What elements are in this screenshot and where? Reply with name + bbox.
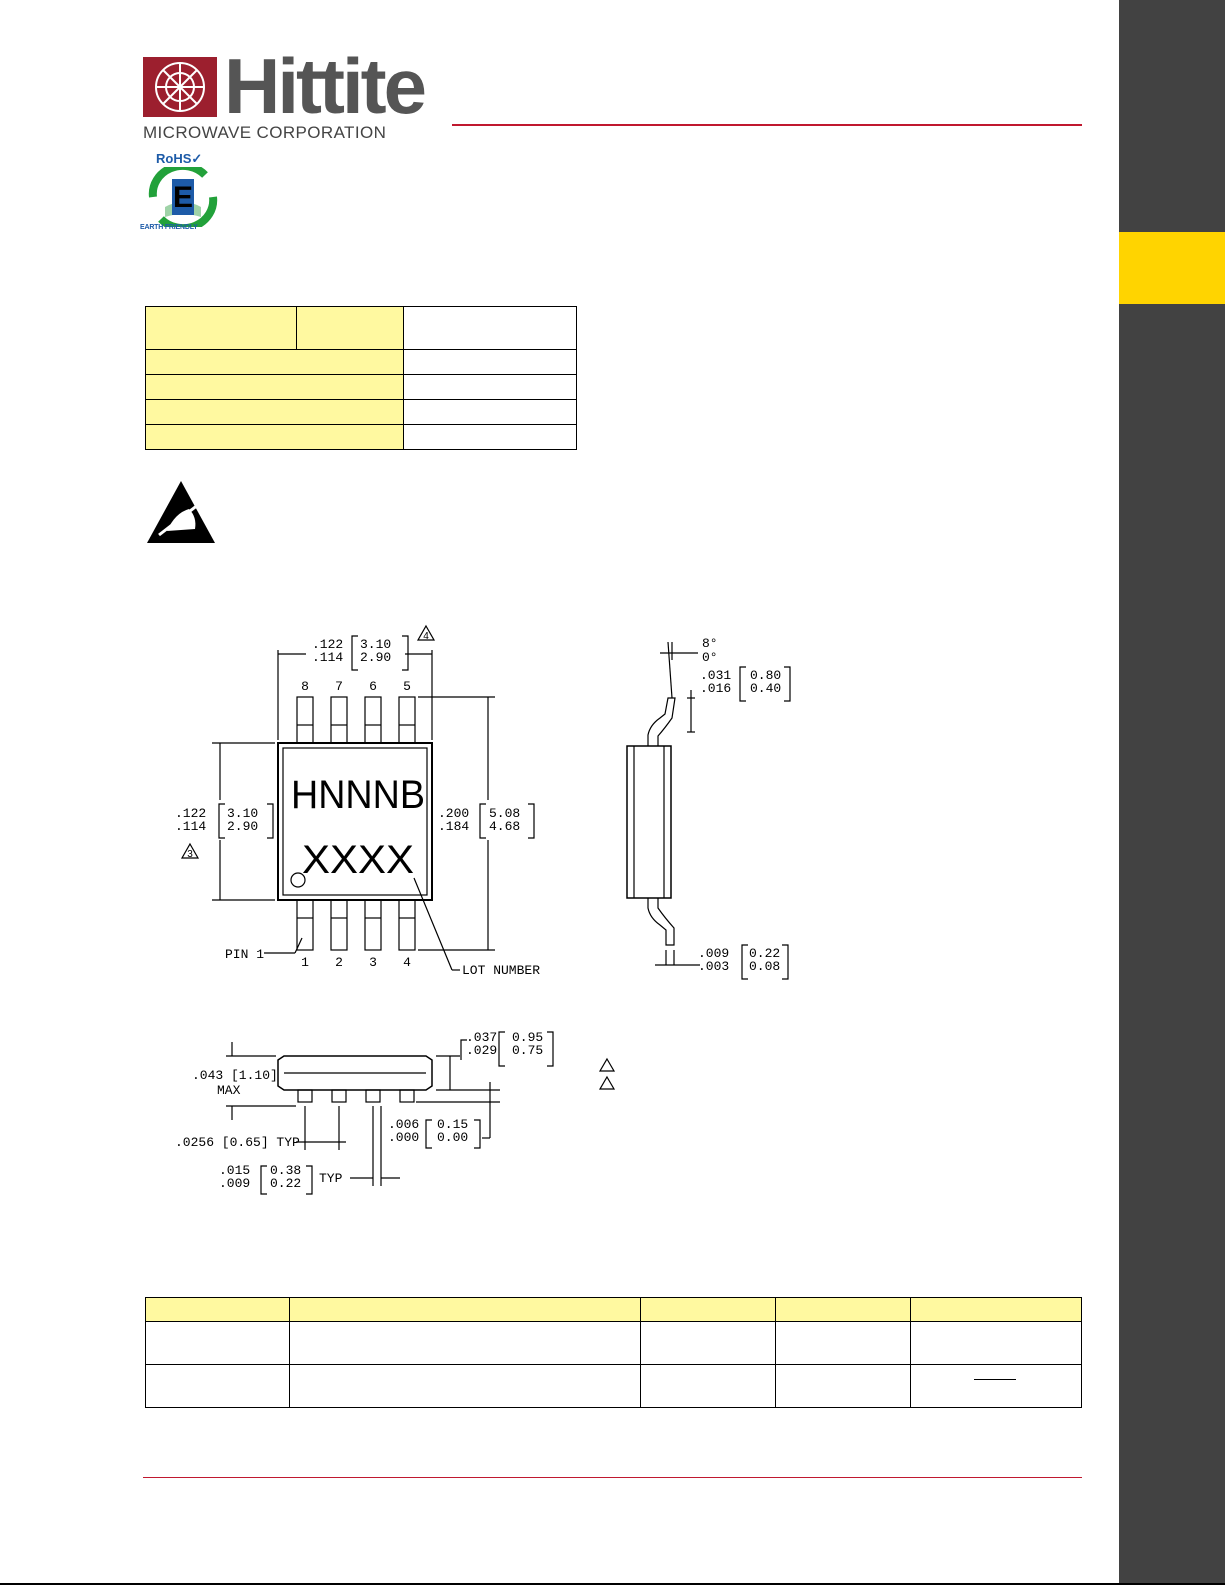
- dim-text: 0.95: [512, 1030, 544, 1045]
- footer-rule: [143, 1477, 1082, 1478]
- angle-text: 8°: [702, 636, 718, 651]
- pin-number: 4: [403, 955, 411, 970]
- dim-text: 4.68: [489, 819, 521, 834]
- table-cell: [776, 1322, 911, 1365]
- dim-text: .037: [466, 1030, 498, 1045]
- table-cell: [146, 1365, 290, 1408]
- table-cell: [911, 1322, 1082, 1365]
- rohs-label: RoHS✓: [156, 151, 203, 166]
- dim-text: 0.08: [749, 959, 781, 974]
- dim-text: .016: [700, 681, 732, 696]
- marking-part-number: HNNNB: [291, 773, 425, 817]
- table-cell: [290, 1365, 641, 1408]
- dim-text: 5.08: [489, 806, 521, 821]
- table-cell: [641, 1365, 776, 1408]
- overline-mark: [974, 1379, 1016, 1380]
- pin-number: 5: [403, 679, 411, 694]
- table-cell: [911, 1365, 1082, 1408]
- pin-number: 7: [335, 679, 343, 694]
- dim-text: .031: [700, 668, 732, 683]
- dim-text: 3.10: [360, 637, 392, 652]
- dim-text: .0256 [0.65] TYP: [175, 1135, 300, 1150]
- pin-number: 3: [369, 955, 377, 970]
- table-cell: [146, 1298, 290, 1322]
- dim-text: .000: [388, 1130, 420, 1145]
- dim-text: .184: [438, 819, 470, 834]
- ordering-table: [145, 1297, 1082, 1408]
- table-cell: [776, 1298, 911, 1322]
- dim-text: 0.00: [437, 1130, 469, 1145]
- dim-text: 0.15: [437, 1117, 469, 1132]
- table-cell: [146, 1322, 290, 1365]
- pin-number: 2: [335, 955, 343, 970]
- dim-text: .009: [219, 1176, 251, 1191]
- dim-text: 0.75: [512, 1043, 544, 1058]
- dim-text: 0.40: [750, 681, 782, 696]
- rohs-letter: E: [172, 181, 194, 214]
- table-cell: [641, 1322, 776, 1365]
- pin1-label: PIN 1: [225, 947, 265, 962]
- dim-text: .043 [1.10]: [192, 1068, 278, 1083]
- dim-text: .029: [466, 1043, 498, 1058]
- dim-text: .015: [219, 1163, 251, 1178]
- dim-text: .114: [175, 819, 207, 834]
- dim-text: 2.90: [227, 819, 259, 834]
- earth-friendly-label: EARTH FRIENDLY: [140, 224, 198, 231]
- note-4-mark: 4: [423, 631, 429, 642]
- table-cell: [776, 1365, 911, 1408]
- lot-number-label: LOT NUMBER: [462, 963, 541, 978]
- table-cell: [290, 1298, 641, 1322]
- dim-text: 0.22: [270, 1176, 302, 1191]
- table-cell: [911, 1298, 1082, 1322]
- pin-number: 1: [301, 955, 309, 970]
- angle-text: 0°: [702, 650, 718, 665]
- logo-wordmark: Hittite: [224, 42, 424, 130]
- max-label: MAX: [217, 1083, 241, 1098]
- dim-text: .009: [698, 946, 730, 961]
- dim-text: 2.90: [360, 650, 392, 665]
- dim-text: 3.10: [227, 806, 259, 821]
- pin-number: 8: [301, 679, 309, 694]
- pin-number: 6: [369, 679, 377, 694]
- dim-text: .006: [388, 1117, 420, 1132]
- dim-text: 0.80: [750, 668, 782, 683]
- typ-label: TYP: [319, 1171, 343, 1186]
- dim-text: .114: [312, 650, 344, 665]
- dim-text: .003: [698, 959, 730, 974]
- logo-subtitle: MICROWAVE CORPORATION: [143, 123, 387, 142]
- dim-text: .122: [312, 637, 344, 652]
- note-3-mark: 3: [187, 849, 193, 860]
- dim-text: 0.38: [270, 1163, 302, 1178]
- marking-lot: XXXX: [302, 838, 414, 882]
- dim-text: .200: [438, 806, 470, 821]
- table-cell: [641, 1298, 776, 1322]
- dim-text: .122: [175, 806, 207, 821]
- table-cell: [290, 1322, 641, 1365]
- dim-text: 0.22: [749, 946, 781, 961]
